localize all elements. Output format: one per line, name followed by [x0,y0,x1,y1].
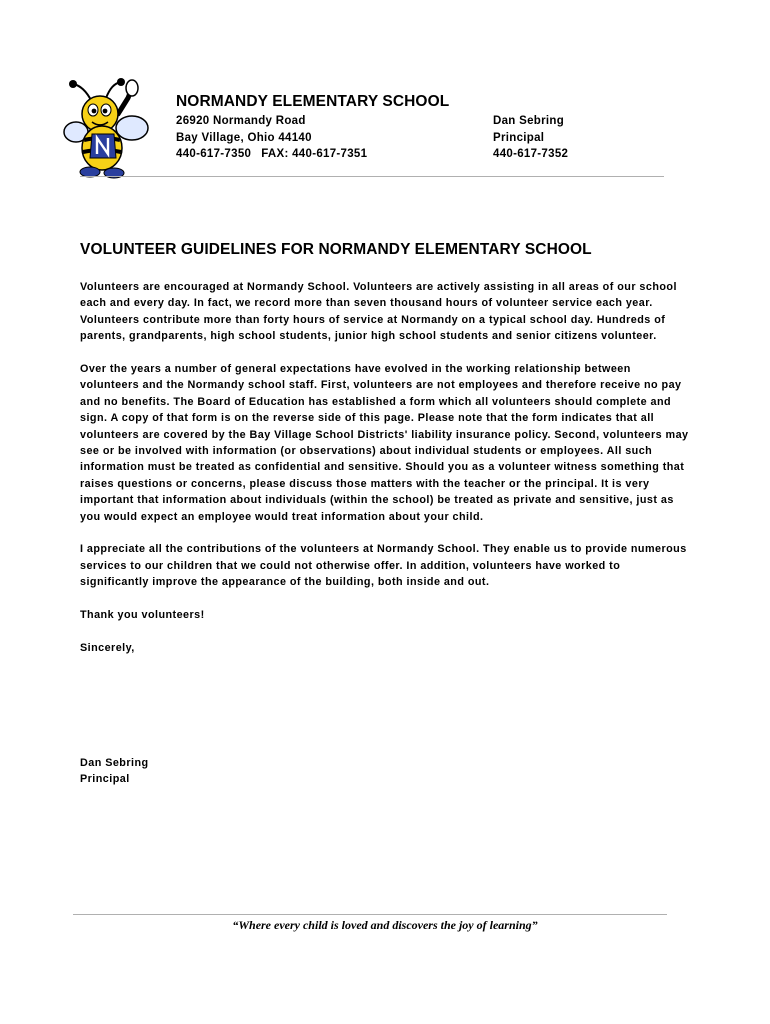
closing-line: Sincerely, [80,641,135,654]
paragraph-3: I appreciate all the contributions of the volunteers at Normandy School. They enable us to provide numerous services to our children that we could not otherwise offer. In addition, volunteers have worked to significantly improve the appearance of the building, both inside and out. [80,543,687,589]
footer-motto: “Where every child is loved and discovers the joy of learning” [232,918,538,932]
letter-body [80,279,692,787]
address-city: Bay Village, Ohio 44140 [176,131,312,144]
principal-name: Dan Sebring [493,115,565,127]
signature-space [80,673,692,755]
school-name: NORMANDY ELEMENTARY SCHOOL [176,93,450,110]
paragraph-2: Over the years a number of general expectations have evolved in the working relationship between volunteers and the Normandy school staff. First, volunteers are not employees and therefore receive no pay and no benefits. The Board of Education has established a form which all volunteers should complete and sign. A copy of that form is on the reverse side of this page. Please note that the form indicates that all volunteers are covered by the Bay Village School Districts' liability insurance policy. Second, volunteers may see or be involved with information (or observations) about individual students or employees. All such information must be treated as confidential and sensitive. Should you as a volunteer witness something that raises questions or concerns, please discuss those matters with the teacher or the principal. It is very important that information about individuals (within the school) be treated as private and sensitive, just as you would expect an employee would treat information about your child. [80,363,689,523]
paragraph-1: Volunteers are encouraged at Normandy School. Volunteers are actively assisting in all areas of our school each and every day. In fact, we record more than seven thousand hours of volunteer service each year. Volunteers contribute more than forty hours of service at Normandy on a typical school day. Hundreds of parents, grandparents, high school students, junior high school students and senior citizens volunteer. [80,281,677,343]
school-address-block [176,113,367,163]
phone-fax-line [176,146,367,163]
school-fax: FAX: 440-617-7351 [261,148,368,160]
signer-name: Dan Sebring [80,756,149,769]
header-divider [80,176,664,177]
principal-phone: 440-617-7352 [493,148,569,160]
footer-divider [73,914,667,915]
address-street: 26920 Normandy Road [176,115,306,127]
principal-title: Principal [493,131,545,144]
signer-title: Principal [80,773,130,786]
principal-block [493,113,568,163]
bee-mascot-logo [62,78,154,180]
school-phone: 440-617-7350 [176,148,252,160]
document-title: VOLUNTEER GUIDELINES FOR NORMANDY ELEMENTARY SCHOOL [80,241,592,258]
thanks-line: Thank you volunteers! [80,609,205,622]
